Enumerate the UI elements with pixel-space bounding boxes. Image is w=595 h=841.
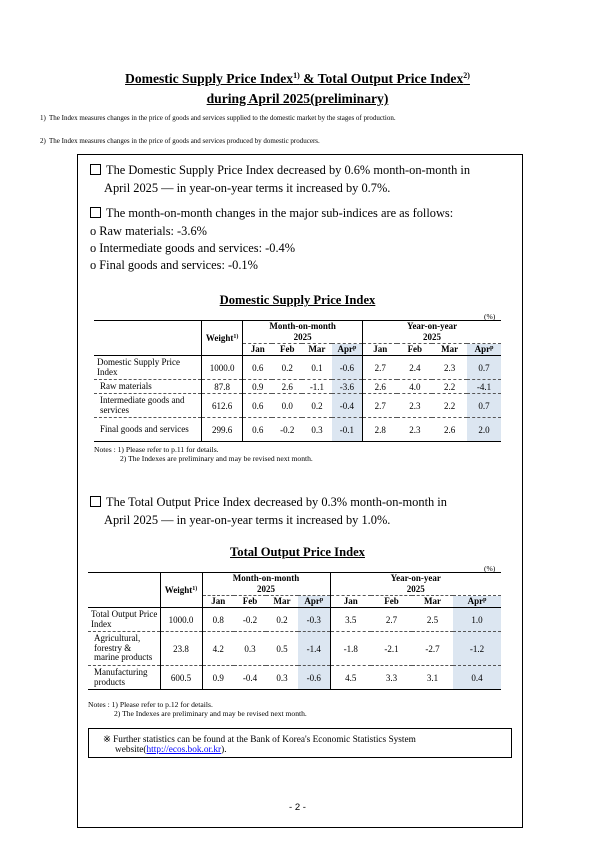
mom-header: Month-on-month	[243, 321, 363, 333]
further-statistics-box: ※ Further statistics can be found at the Bank of Korea's Economic Statistics System website(http://ecos.bok.or.kr).	[88, 728, 512, 758]
list-item-intermediate: o Intermediate goods and services: -0.4%	[90, 241, 296, 255]
table2-notes: Notes : 1) Please refer to p.12 for details. 2) The Indexes are preliminary and may be revised next month.	[88, 700, 307, 718]
checkbox-bullet-icon	[90, 164, 101, 175]
table-total-output: Weight$^{1)}$ Month-on-month Year-on-year 2025 2025 Jan Feb Mar Apr$^p$ Jan Feb Mar Apr$^p$ Total Output Price Index 1000.0 0.8 -0.2 0.2 -0.3 3.5 2.7 2.5 1.0 Agricultural, forestry & marine products 23.8 4.2 0.3 0.5 -1.4 -1.8 -2.1 -2.7 -1.2 Manufacturing products 600.5 0.9 -0.4 0.3 -0.6 4.5 3.3 3.1 0.4	[88, 572, 501, 690]
footnote-1: 1) The Index measures changes in the price of goods and services supplied to the domestic market by the stages of production.	[40, 114, 396, 122]
table-row: Final goods and services 299.6 0.6 -0.2 0.3 -0.1 2.8 2.3 2.6 2.0	[94, 418, 501, 442]
table1-notes: Notes : 1) Please refer to p.11 for details. 2) The Indexes are preliminary and may be revised next month.	[94, 445, 313, 463]
weight-header: Weight$^{1)}$	[160, 573, 202, 608]
table1-unit: (%)	[484, 312, 496, 321]
mom-header: Month-on-month	[202, 573, 330, 585]
paragraph-domestic-summary: The Domestic Supply Price Index decreased by 0.6% month-on-month in April 2025 ― in year-on-year terms it increased by 0.7%.	[90, 162, 515, 197]
table-row: Total Output Price Index 1000.0 0.8 -0.2 0.2 -0.3 3.5 2.7 2.5 1.0	[88, 608, 501, 632]
table-row: Agricultural, forestry & marine products 23.8 4.2 0.3 0.5 -1.4 -1.8 -2.1 -2.7 -1.2	[88, 632, 501, 666]
document-subtitle: during April 2025(preliminary)	[206, 91, 389, 106]
weight-header: Weight$^{1)}$	[202, 321, 243, 356]
table2-title: Total Output Price Index	[230, 545, 365, 559]
yoy-header: Year-on-year	[363, 321, 501, 333]
list-item-raw: o Raw materials: -3.6%	[90, 224, 207, 238]
paragraph-sub-indices-intro: The month-on-month changes in the major sub-indices are as follows:	[90, 205, 515, 223]
document-title: Domestic Supply Price Index$^{1)}$ & Total Output Price Index$^{2)}$	[125, 71, 470, 86]
table-row: Domestic Supply Price Index 1000.0 0.6 0.2 0.1 -0.6 2.7 2.4 2.3 0.7	[94, 356, 501, 380]
table1-title: Domestic Supply Price Index	[219, 293, 376, 307]
reference-mark-icon: ※	[103, 735, 111, 745]
yoy-header: Year-on-year	[330, 573, 501, 585]
table-row: Manufacturing products 600.5 0.9 -0.4 0.3 -0.6 4.5 3.3 3.1 0.4	[88, 666, 501, 690]
table2-unit: (%)	[484, 564, 496, 573]
ecos-link[interactable]: http://ecos.bok.or.kr	[146, 745, 222, 755]
paragraph-total-output-summary: The Total Output Price Index decreased by 0.3% month-on-month in April 2025 ― in year-on-year terms it increased by 1.0%.	[90, 494, 515, 529]
table-row: Raw materials 87.8 0.9 2.6 -1.1 -3.6 2.6 4.0 2.2 -4.1	[94, 380, 501, 394]
page-number: - 2 -	[289, 802, 306, 813]
footnote-2: 2) The Index measures changes in the price of goods and services produced by domestic producers.	[40, 137, 320, 145]
checkbox-bullet-icon	[90, 207, 101, 218]
list-item-final: o Final goods and services: -0.1%	[90, 258, 258, 272]
checkbox-bullet-icon	[90, 496, 101, 507]
table-domestic-supply: Weight$^{1)}$ Month-on-month Year-on-year 2025 2025 Jan Feb Mar Apr$^p$ Jan Feb Mar Apr$^p$ Domestic Supply Price Index 1000.0 0.6 0.2 0.1 -0.6 2.7 2.4 2.3 0.7 Raw materials 87.8 0.9 2.6 -1.1 -3.6 2.6 4.0 2.2 -4.1 Intermediate goods and services 612.6 0.6 0.0 0.2 -0.4 2.7 2.3 2.2 0.7 Final goods and services 299.6 0.6 -0.2 0.3 -0.1 2.8 2.3 2.6 2.0	[94, 320, 501, 442]
table-row: Intermediate goods and services 612.6 0.6 0.0 0.2 -0.4 2.7 2.3 2.2 0.7	[94, 394, 501, 418]
